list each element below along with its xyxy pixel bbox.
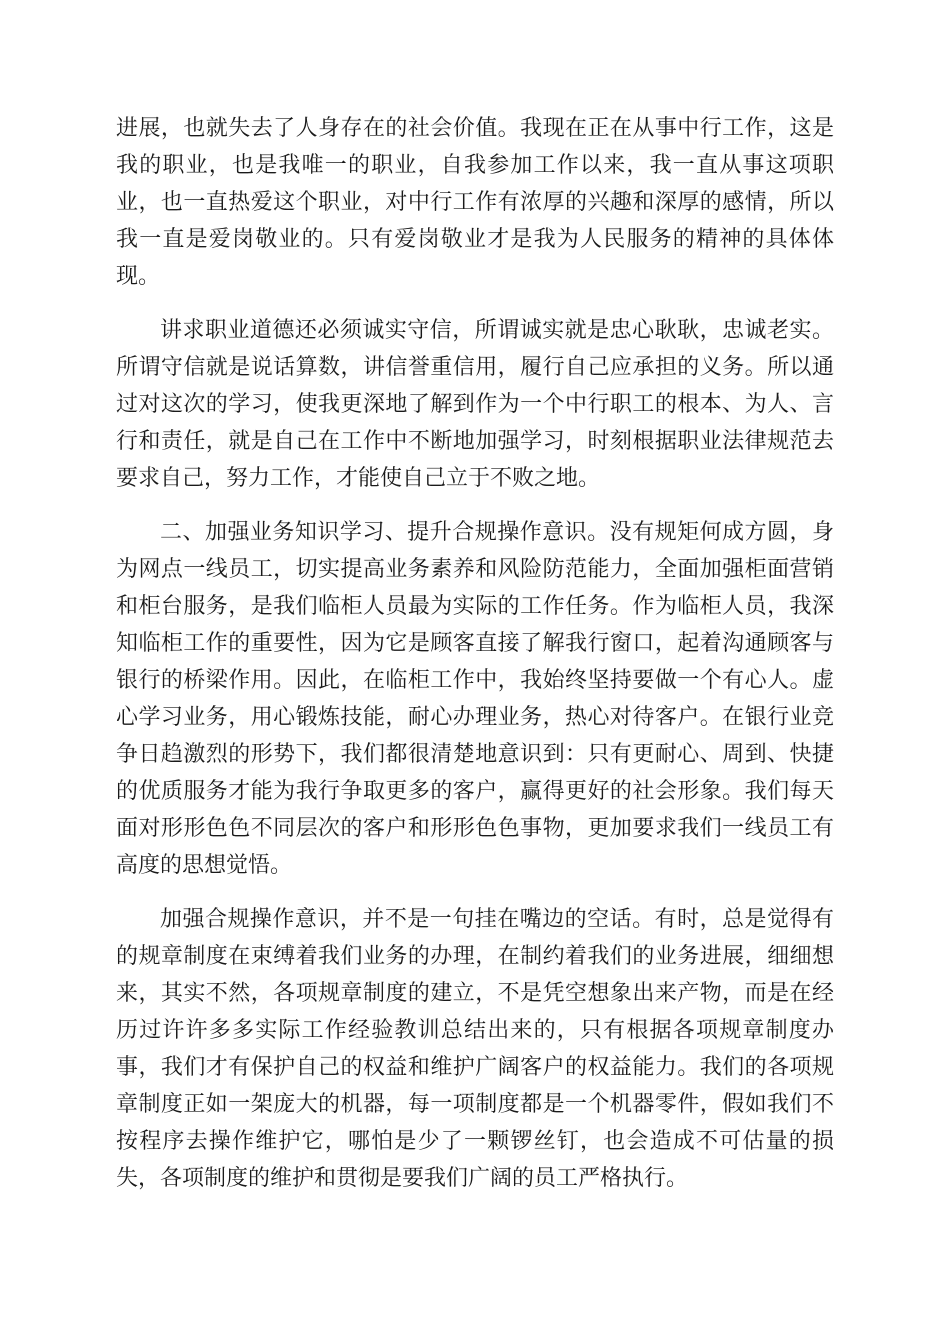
document-page [116,110,834,1214]
paragraph-3: 二、加强业务知识学习、提升合规操作意识。没有规矩何成方圆，身为网点一线员工，切实提高业务素养和风险防范能力，全面加强柜面营销和柜台服务，是我们临柜人员最为实际的工作任务。作为临柜人员，我深知临柜工作的重要性，因为它是顾客直接了解我行窗口，起着沟通顾客与银行的桥梁作用。因此，在临柜工作中，我始终坚持要做一个有心人。虚心学习业务，用心锻炼技能，耐心办理业务，热心对待客户。在银行业竞争日趋激烈的形势下，我们都很清楚地意识到：只有更耐心、周到、快捷的优质服务才能为我行争取更多的客户，赢得更好的社会形象。我们每天面对形形色色不同层次的客户和形形色色事物，更加要求我们一线员工有高度的思想觉悟。 [116,520,834,878]
paragraph-2: 讲求职业道德还必须诚实守信，所谓诚实就是忠心耿耿，忠诚老实。所谓守信就是说话算数，讲信誉重信用，履行自己应承担的义务。所以通过对这次的学习，使我更深地了解到作为一个中行职工的根本、为人、言行和责任，就是自己在工作中不断地加强学习，时刻根据职业法律规范去要求自己，努力工作，才能使自己立于不败之地。 [116,318,834,491]
paragraph-1: 进展，也就失去了人身存在的社会价值。我现在正在从事中行工作，这是我的职业，也是我唯一的职业，自我参加工作以来，我一直从事这项职业，也一直热爱这个职业，对中行工作有浓厚的兴趣和深厚的感情，所以我一直是爱岗敬业的。只有爱岗敬业才是我为人民服务的精神的具体体现。 [116,116,834,289]
paragraph-4: 加强合规操作意识，并不是一句挂在嘴边的空话。有时，总是觉得有的规章制度在束缚着我们业务的办理，在制约着我们的业务进展，细细想来，其实不然，各项规章制度的建立，不是凭空想象出来产物，而是在经历过许许多多实际工作经验教训总结出来的，只有根据各项规章制度办事，我们才有保护自己的权益和维护广阔客户的权益能力。我们的各项规章制度正如一架庞大的机器，每一项制度都是一个机器零件，假如我们不按程序去操作维护它，哪怕是少了一颗锣丝钉，也会造成不可估量的损失，各项制度的维护和贯彻是要我们广阔的员工严格执行。 [116,907,834,1191]
